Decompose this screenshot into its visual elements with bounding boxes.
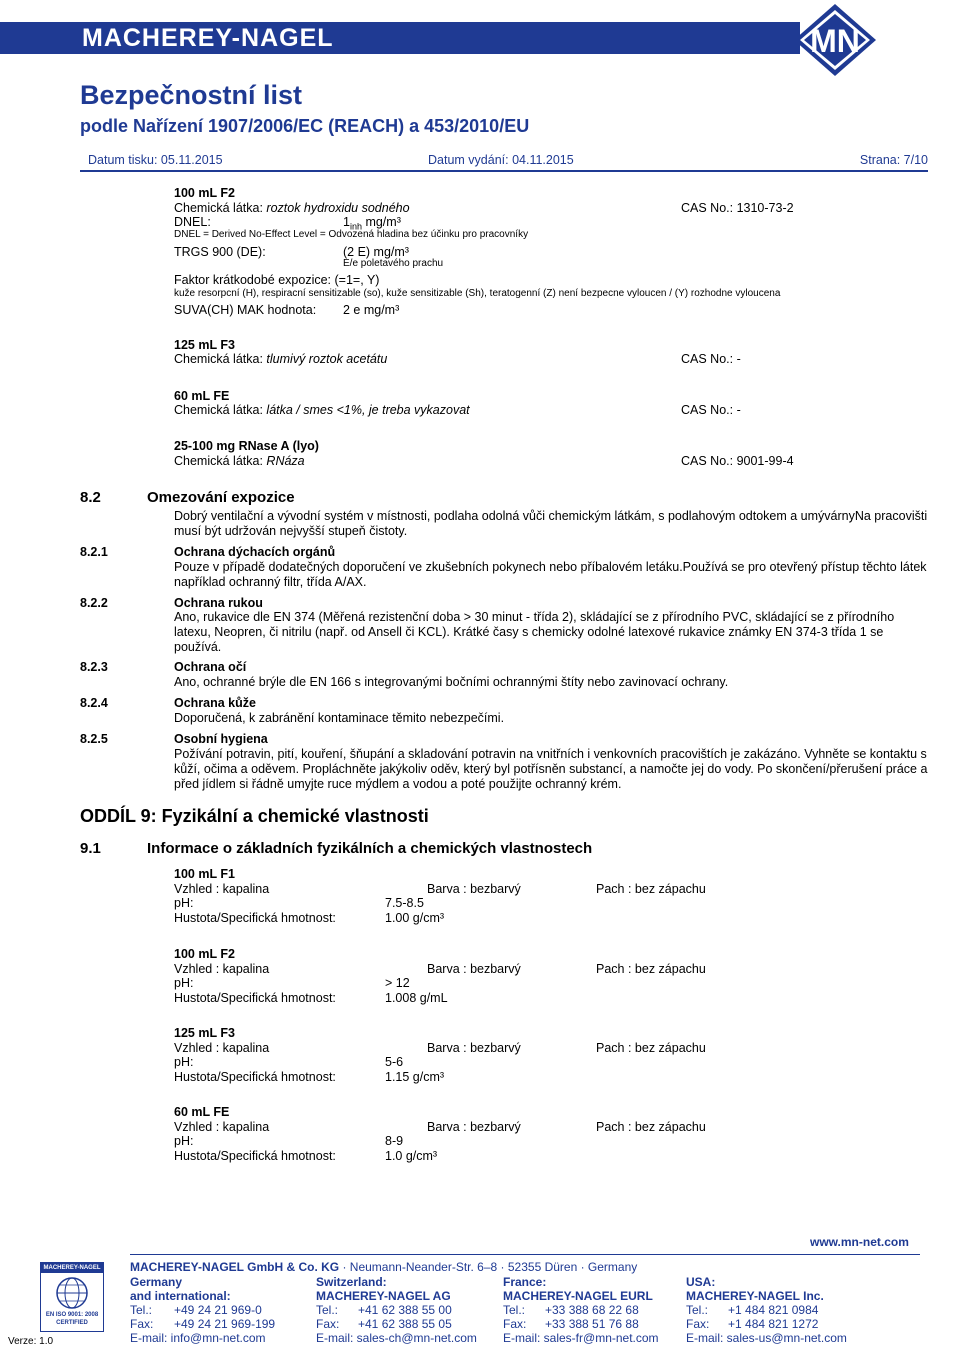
s824-text: Doporučená, k zabránění kontaminace těmito nebezpečími. bbox=[174, 711, 505, 725]
s821-title: Ochrana dýchacích orgánů bbox=[174, 545, 336, 559]
prop-dens: 1.0 g/cm³ bbox=[385, 1149, 438, 1163]
f2-suva-label: SUVA(CH) MAK hodnota: bbox=[174, 303, 317, 317]
footer-col1-fax: +49 24 21 969-199 bbox=[174, 1317, 276, 1331]
prop-dens-label: Hustota/Specifická hmotnost: bbox=[174, 1149, 336, 1163]
f2-dnel-note: DNEL = Derived No-Effect Level = Odvozená hladina bez účinku pro pracovníky bbox=[174, 229, 529, 240]
footer-col1-tel: +49 24 21 969-0 bbox=[174, 1303, 262, 1317]
f2-factor-label: Faktor krátkodobé expozice: bbox=[174, 273, 332, 287]
f3-cas: CAS No.: - bbox=[681, 352, 741, 366]
f2-name: 100 mL F2 bbox=[174, 186, 235, 200]
f2-trgs-note: E/e poletavého prachu bbox=[343, 258, 444, 269]
f2-skin-note: kuže resorpcní (H), respiracní sensitizable (so), kuže sensitizable (Sh), teratogenní (Z) není bezpecne vyloucen / (Y) rozhodne vyloucena bbox=[174, 288, 781, 299]
section-9-heading: ODDÍL 9: Fyzikální a chemické vlastnosti bbox=[80, 806, 429, 826]
prop-vzhled: Vzhled : kapalina bbox=[174, 962, 270, 976]
prop-dens: 1.008 g/mL bbox=[385, 991, 448, 1005]
print-date: Datum tisku: 05.11.2015 bbox=[88, 153, 223, 167]
prop-barva: Barva : bezbarvý bbox=[427, 882, 521, 896]
f2-cas: CAS No.: 1310-73-2 bbox=[681, 201, 794, 215]
f2-trgs-value: (2 E) mg/m³ bbox=[343, 245, 409, 259]
prop-vzhled: Vzhled : kapalina bbox=[174, 1041, 270, 1055]
footer-col2-h2: MACHEREY-NAGEL AG bbox=[316, 1289, 451, 1303]
f2-factor bbox=[174, 273, 379, 287]
footer-company-name: MACHEREY-NAGEL GmbH & Co. KG bbox=[130, 1260, 340, 1274]
prop-dens: 1.00 g/cm³ bbox=[385, 911, 445, 925]
footer-col2-h1: Switzerland: bbox=[316, 1275, 387, 1289]
f2-factor-value: (=1=, Y) bbox=[334, 273, 380, 287]
footer-divider bbox=[130, 1254, 920, 1255]
footer-col1-fax-label: Fax: bbox=[130, 1317, 154, 1331]
cert-line2: CERTIFIED bbox=[56, 1320, 88, 1326]
s91-num: 9.1 bbox=[80, 840, 101, 857]
footer-col3-fax: +33 388 51 76 88 bbox=[545, 1317, 639, 1331]
s824-num: 8.2.4 bbox=[80, 696, 108, 710]
prop-ph: 5-6 bbox=[385, 1055, 404, 1069]
footer-col3-h1: France: bbox=[503, 1275, 547, 1289]
page-number: Strana: 7/10 bbox=[859, 153, 928, 167]
brand-name: MACHEREY-NAGEL bbox=[82, 24, 334, 52]
s824-title: Ochrana kůže bbox=[174, 696, 256, 710]
footer-col2-tel-label: Tel.: bbox=[316, 1303, 339, 1317]
s822-title: Ochrana rukou bbox=[174, 596, 263, 610]
prop-barva: Barva : bezbarvý bbox=[427, 962, 521, 976]
prop-ph: 8-9 bbox=[385, 1134, 404, 1148]
prop-dens: 1.15 g/cm³ bbox=[385, 1070, 445, 1084]
f3-chem-value: tlumivý roztok acetátu bbox=[266, 352, 388, 366]
prop-ph-label: pH: bbox=[174, 1134, 194, 1148]
prop-dens-label: Hustota/Specifická hmotnost: bbox=[174, 991, 336, 1005]
logo-text: MN bbox=[810, 23, 860, 59]
footer-col4-fax-label: Fax: bbox=[686, 1317, 710, 1331]
footer-col4-h1: USA: bbox=[686, 1275, 716, 1289]
footer bbox=[0, 1232, 960, 1348]
s822-num: 8.2.2 bbox=[80, 596, 108, 610]
f3-chem bbox=[174, 352, 387, 366]
version: Verze: 1.0 bbox=[8, 1336, 54, 1347]
s82-num: 8.2 bbox=[80, 489, 101, 506]
footer-col3-tel-label: Tel.: bbox=[503, 1303, 526, 1317]
f2-trgs-label: TRGS 900 (DE): bbox=[174, 245, 266, 259]
rnase-chem-value: RNáza bbox=[266, 454, 305, 468]
prop-barva: Barva : bezbarvý bbox=[427, 1120, 521, 1134]
footer-col1-h1: Germany bbox=[130, 1275, 183, 1289]
prop-pach: Pach : bez zápachu bbox=[596, 882, 706, 896]
page-subtitle: podle Nařízení 1907/2006/EC (REACH) a 453/2010/EU bbox=[80, 116, 530, 136]
page-title: Bezpečnostní list bbox=[80, 80, 303, 110]
f2-dnel-label: DNEL: bbox=[174, 215, 211, 229]
footer-col3-h2: MACHEREY-NAGEL EURL bbox=[503, 1289, 653, 1303]
s825-text: Požívání potravin, pití, kouření, šňupání a skladování potravin na vnitřních i venkovních pracovištích je zakázáno. Vyhněte se kontaktu s kůží, očima a oděvem. Propláchněte jakýkoliv oděv, který byl potřísněn substancí, a namočte jej do vody. Po skončení/přerušení práce a před jídlem si řádně umyjte ruce mýdlem a vodou a poté použijte ochranný krém. bbox=[174, 747, 928, 791]
prop-dens-label: Hustota/Specifická hmotnost: bbox=[174, 911, 336, 925]
f2-dnel-unit: mg/m³ bbox=[361, 215, 401, 229]
footer-website[interactable]: www.mn-net.com bbox=[810, 1235, 909, 1249]
rnase-chem-label: Chemická látka: bbox=[174, 454, 263, 468]
prop-pach: Pach : bez zápachu bbox=[596, 1120, 706, 1134]
mn-logo-icon bbox=[790, 2, 880, 78]
prop-name: 125 mL F3 bbox=[174, 1026, 235, 1040]
f2-suva-value: 2 e mg/m³ bbox=[343, 303, 400, 317]
f2-chem bbox=[174, 201, 410, 215]
footer-company bbox=[130, 1260, 637, 1274]
prop-vzhled: Vzhled : kapalina bbox=[174, 1120, 270, 1134]
prop-name: 100 mL F1 bbox=[174, 867, 235, 881]
fe-cas: CAS No.: - bbox=[681, 403, 741, 417]
prop-ph: > 12 bbox=[385, 976, 410, 990]
fe-name: 60 mL FE bbox=[174, 389, 230, 403]
s82-text: Dobrý ventilační a vývodní systém v místnosti, podlaha odolná vůči chemickým látkám, s podlahovým odtokem a umývárnyNa pracovišti musí být udržován nejvyšší stupeň čistoty. bbox=[174, 509, 928, 538]
cert-line1: EN ISO 9001: 2008 bbox=[45, 1312, 99, 1318]
f3-chem-label: Chemická látka: bbox=[174, 352, 263, 366]
prop-barva: Barva : bezbarvý bbox=[427, 1041, 521, 1055]
rnase-chem bbox=[174, 454, 305, 468]
s825-title: Osobní hygiena bbox=[174, 732, 268, 746]
f2-chem-label: Chemická látka: bbox=[174, 201, 263, 215]
header-banner bbox=[0, 0, 960, 74]
footer-col4-tel: +1 484 821 0984 bbox=[728, 1303, 819, 1317]
s822-text: Ano, rukavice dle EN 374 (Měřená rezistenční doba > 30 minut - třída 2), skládající se z přírodního PVC, skládající se z přírodního latexu, Neopren, či nitrilu (např. od Ansell či KCL). Krátké časy s chemicky odolné latexové rukavice známky EN 374-3 třída 1 se používá. bbox=[174, 610, 895, 654]
footer-col3-mail[interactable]: E-mail: sales-fr@mn-net.com bbox=[503, 1331, 659, 1345]
s82-title: Omezování expozice bbox=[147, 489, 295, 506]
s825-num: 8.2.5 bbox=[80, 732, 108, 746]
globe-icon bbox=[41, 1275, 103, 1311]
s823-num: 8.2.3 bbox=[80, 660, 108, 674]
fe-chem bbox=[174, 403, 470, 417]
footer-col1-tel-label: Tel.: bbox=[130, 1303, 153, 1317]
footer-col2-fax: +41 62 388 55 05 bbox=[358, 1317, 452, 1331]
prop-dens-label: Hustota/Specifická hmotnost: bbox=[174, 1070, 336, 1084]
footer-col1-mail[interactable]: E-mail: info@mn-net.com bbox=[130, 1331, 266, 1345]
prop-pach: Pach : bez zápachu bbox=[596, 1041, 706, 1055]
footer-col2-mail[interactable]: E-mail: sales-ch@mn-net.com bbox=[316, 1331, 477, 1345]
prop-pach: Pach : bez zápachu bbox=[596, 962, 706, 976]
footer-col3-tel: +33 388 68 22 68 bbox=[545, 1303, 639, 1317]
footer-col4-mail[interactable]: E-mail: sales-us@mn-net.com bbox=[686, 1331, 847, 1345]
prop-name: 100 mL F2 bbox=[174, 947, 235, 961]
rnase-name: 25-100 mg RNase A (lyo) bbox=[174, 439, 319, 453]
s91-title: Informace o základních fyzikálních a chemických vlastnostech bbox=[147, 840, 593, 857]
rnase-cas: CAS No.: 9001-99-4 bbox=[681, 454, 794, 468]
f2-chem-value: roztok hydroxidu sodného bbox=[266, 201, 410, 215]
prop-ph-label: pH: bbox=[174, 976, 194, 990]
f2-dnel-sub: inh bbox=[349, 221, 362, 232]
footer-col4-h2: MACHEREY-NAGEL Inc. bbox=[686, 1289, 824, 1303]
footer-col4-tel-label: Tel.: bbox=[686, 1303, 709, 1317]
date-line bbox=[80, 150, 928, 172]
issue-date: Datum vydání: 04.11.2015 bbox=[428, 153, 574, 167]
iso-cert-badge bbox=[40, 1262, 104, 1332]
s823-title: Ochrana očí bbox=[174, 660, 247, 674]
fe-chem-value: látka / smes <1%, je treba vykazovat bbox=[266, 403, 470, 417]
footer-address: · Neumann-Neander-Str. 6–8 · 52355 Düren · Germany bbox=[339, 1260, 638, 1274]
prop-vzhled: Vzhled : kapalina bbox=[174, 882, 270, 896]
footer-col2-tel: +41 62 388 55 00 bbox=[358, 1303, 452, 1317]
footer-col4-fax: +1 484 821 1272 bbox=[728, 1317, 819, 1331]
prop-ph: 7.5-8.5 bbox=[385, 896, 424, 910]
cert-brand: MACHEREY-NAGEL bbox=[41, 1263, 103, 1273]
prop-name: 60 mL FE bbox=[174, 1105, 230, 1119]
f3-name: 125 mL F3 bbox=[174, 338, 235, 352]
fe-chem-label: Chemická látka: bbox=[174, 403, 263, 417]
f2-dnel-num: 1 bbox=[343, 215, 350, 229]
s821-num: 8.2.1 bbox=[80, 545, 108, 559]
prop-ph-label: pH: bbox=[174, 1055, 194, 1069]
footer-col3-fax-label: Fax: bbox=[503, 1317, 527, 1331]
footer-col1-h2: and international: bbox=[130, 1289, 231, 1303]
s821-text: Pouze v případě dodatečných doporučení ve zkušebních pokynech nebo příbalovém letáku.Používá se pro otevřený přístup těchto látek například ochranný filtr, třída A/AX. bbox=[174, 560, 927, 589]
footer-col2-fax-label: Fax: bbox=[316, 1317, 340, 1331]
prop-ph-label: pH: bbox=[174, 896, 194, 910]
s823-text: Ano, ochranné brýle dle EN 166 s integrovanými bočními ochrannými štíty nebo zavinovací ochrany. bbox=[174, 675, 729, 689]
